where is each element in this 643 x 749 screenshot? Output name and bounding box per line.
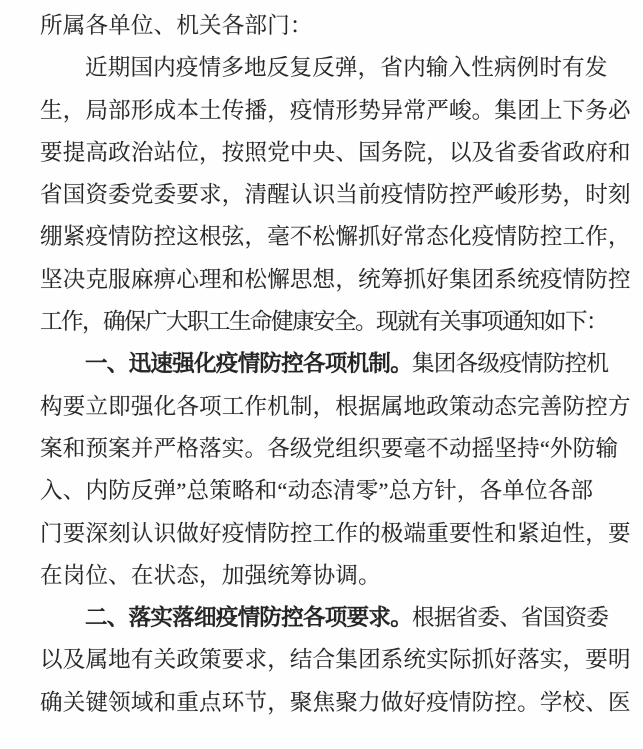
text-line bbox=[40, 555, 615, 597]
text-line bbox=[40, 90, 631, 132]
text-line bbox=[40, 513, 631, 555]
text-line bbox=[40, 132, 631, 174]
line-text: 工作，确保广大职工生命健康安全。现就有关事项通知如下： bbox=[40, 309, 608, 335]
line-text: 案和预案并严格落实。各级党组织要毫不动摇坚持“外防输 bbox=[40, 435, 619, 461]
text-line bbox=[40, 301, 615, 343]
section-heading-2: 二、落实落细疫情防控各项要求。 bbox=[85, 605, 413, 631]
line-text: 构要立即强化各项工作机制，根据属地政策动态完善防控方 bbox=[40, 393, 631, 419]
text-line bbox=[40, 174, 631, 216]
line-text: 省国资委党委要求，清醒认识当前疫情防控严峻形势，时刻 bbox=[40, 182, 631, 208]
text-line bbox=[40, 5, 615, 47]
section-heading-1: 一、迅速强化疫情防控各项机制。 bbox=[85, 351, 413, 377]
text-line bbox=[40, 259, 631, 301]
line-text: 门要深刻认识做好疫情防控工作的极端重要性和紧迫性，要 bbox=[40, 520, 631, 546]
document-body bbox=[40, 5, 631, 724]
text-line bbox=[40, 597, 615, 639]
line-text: 确关键领域和重点环节，聚焦聚力做好疫情防控。学校、医 bbox=[40, 689, 631, 715]
line-text: 生，局部形成本土传播，疫情形势异常严峻。集团上下务必 bbox=[40, 97, 631, 123]
line-text: 根据省委、省国资委 bbox=[412, 605, 609, 631]
text-line bbox=[40, 470, 615, 512]
line-text: 在岗位、在状态，加强统筹协调。 bbox=[40, 562, 381, 588]
line-text: 近期国内疫情多地反复反弹，省内输入性病例时有发 bbox=[85, 55, 608, 81]
text-line bbox=[40, 639, 631, 681]
line-text: 绷紧疫情防控这根弦，毫不松懈抓好常态化疫情防控工作， bbox=[40, 224, 631, 250]
text-line bbox=[40, 47, 615, 89]
line-text: 入、内防反弹”总策略和“动态清零”总方针，各单位各部 bbox=[40, 478, 594, 504]
line-text: 坚决克服麻痹心理和松懈思想，统筹抓好集团系统疫情防控 bbox=[40, 266, 631, 292]
line-text: 集团各级疫情防控机 bbox=[412, 351, 609, 377]
text-line bbox=[40, 428, 619, 470]
text-line bbox=[40, 682, 631, 724]
line-text: 要提高政治站位，按照党中央、国务院，以及省委省政府和 bbox=[40, 139, 631, 165]
text-line bbox=[40, 216, 631, 258]
salutation-text: 所属各单位、机关各部门： bbox=[40, 13, 313, 38]
text-line bbox=[40, 343, 615, 385]
text-line bbox=[40, 386, 631, 428]
line-text: 以及属地有关政策要求，结合集团系统实际抓好落实，要明 bbox=[40, 647, 631, 673]
